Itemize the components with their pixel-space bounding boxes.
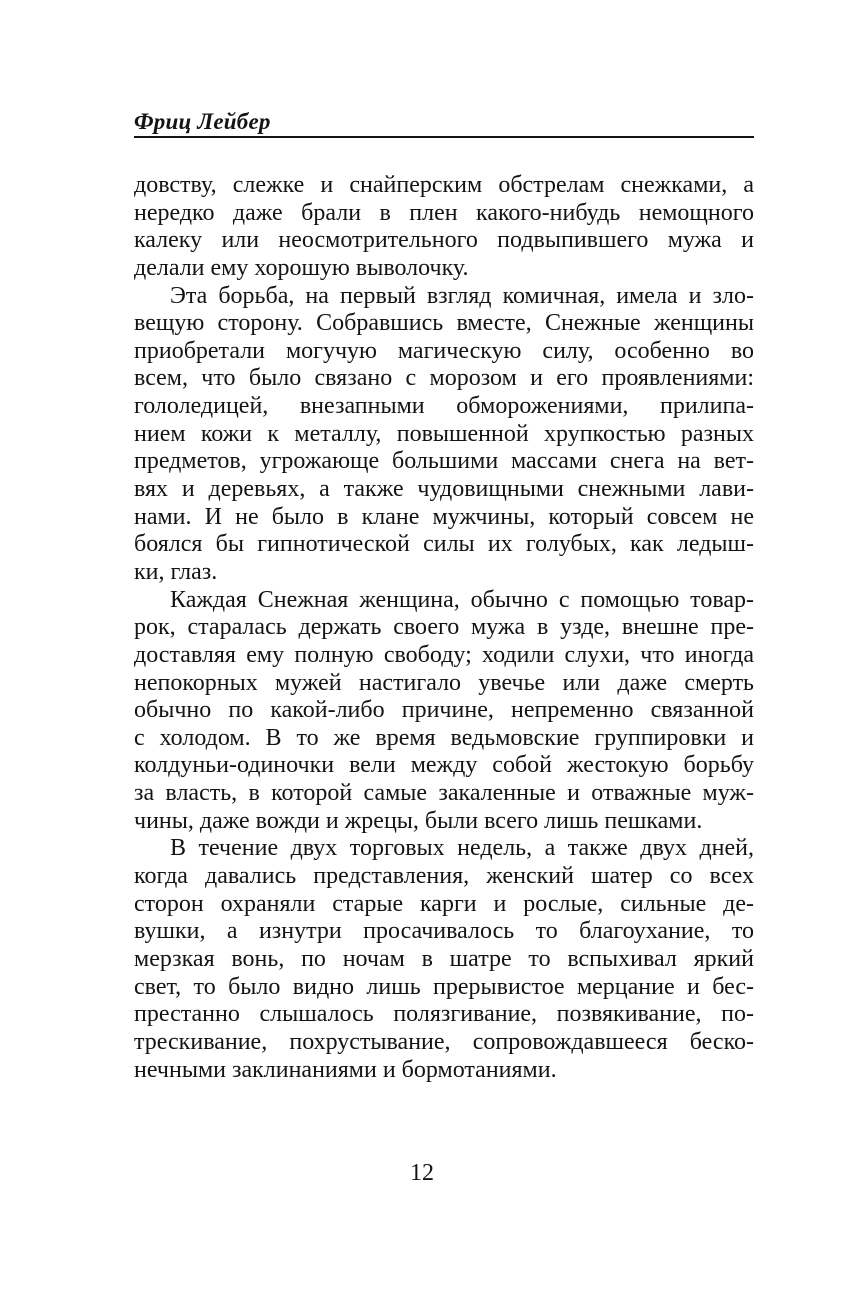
running-head-author: Фриц Лейбер bbox=[134, 109, 271, 134]
paragraph bbox=[134, 835, 754, 1084]
text-line: нередко даже брали в плен какого-нибудь немощного bbox=[134, 199, 754, 226]
text-line: престанно слышалось полязгивание, позвякивание, по- bbox=[134, 1001, 754, 1028]
text-line: обычно по какой-либо причине, непременно связанной bbox=[134, 697, 754, 724]
text-line: довству, слежке и снайперским обстрелам снежками, а bbox=[134, 172, 754, 198]
text-line: Каждая Снежная женщина, обычно с помощью товар- bbox=[170, 586, 754, 613]
text-line: нечными заклинаниями и бормотаниями. bbox=[134, 1056, 557, 1083]
text-line: вещую сторону. Собравшись вместе, Снежные женщины bbox=[134, 310, 754, 337]
page-number: 12 bbox=[410, 1160, 434, 1186]
text-line: сторон охраняли старые карги и рослые, сильные де- bbox=[134, 890, 754, 917]
text-line: за власть, в которой самые закаленные и отважные муж- bbox=[134, 780, 754, 807]
text-line: нами. И не было в клане мужчины, который совсем не bbox=[134, 503, 754, 530]
text-line: мерзкая вонь, по ночам в шатре то вспыхивал яркий bbox=[134, 945, 754, 972]
text-line: всем, что было связано с морозом и его проявлениями: bbox=[134, 365, 754, 392]
text-line: калеку или неосмотрительного подвыпившего мужа и bbox=[134, 227, 754, 254]
text-line: рок, старалась держать своего мужа в узде, внешне пре- bbox=[134, 614, 754, 641]
text-line: нием кожи к металлу, повышенной хрупкостью разных bbox=[134, 420, 754, 447]
text-line: делали ему хорошую выволочку. bbox=[134, 254, 469, 281]
text-line: вушки, а изнутри просачивалось то благоухание, то bbox=[134, 918, 754, 945]
text-line: чины, даже вожди и жрецы, были всего лишь пешками. bbox=[134, 807, 703, 834]
text-line: ки, глаз. bbox=[134, 558, 218, 585]
text-line: с холодом. В то же время ведьмовские группировки и bbox=[134, 724, 754, 751]
paragraph bbox=[134, 172, 754, 283]
text-line: приобретали могучую магическую силу, особенно во bbox=[134, 337, 754, 364]
text-line: В течение двух торговых недель, а также двух дней, bbox=[170, 835, 754, 862]
text-line: вях и деревьях, а также чудовищными снежными лави- bbox=[134, 476, 754, 503]
paragraph bbox=[134, 587, 754, 836]
text-line: предметов, угрожающе большими массами снега на вет- bbox=[134, 448, 754, 475]
text-line: гололедицей, внезапными обморожениями, прилипа- bbox=[134, 393, 754, 420]
text-line: непокорных мужей настигало увечье или даже смерть bbox=[134, 669, 754, 696]
text-line: свет, то было видно лишь прерывистое мерцание и бес- bbox=[134, 973, 754, 1000]
text-line: колдуньи-одиночки вели между собой жестокую борьбу bbox=[134, 752, 754, 779]
body-text bbox=[134, 172, 754, 1084]
text-line: трескивание, похрустывание, сопровождавшееся беско- bbox=[134, 1028, 754, 1055]
text-line: Эта борьба, на первый взгляд комичная, имела и зло- bbox=[170, 282, 754, 309]
text-line: боялся бы гипнотической силы их голубых, как ледыш- bbox=[134, 531, 754, 558]
text-line: когда давались представления, женский шатер со всех bbox=[134, 863, 754, 890]
header-rule bbox=[134, 136, 754, 138]
paragraph bbox=[134, 283, 754, 587]
text-line: доставляя ему полную свободу; ходили слухи, что иногда bbox=[134, 641, 754, 668]
